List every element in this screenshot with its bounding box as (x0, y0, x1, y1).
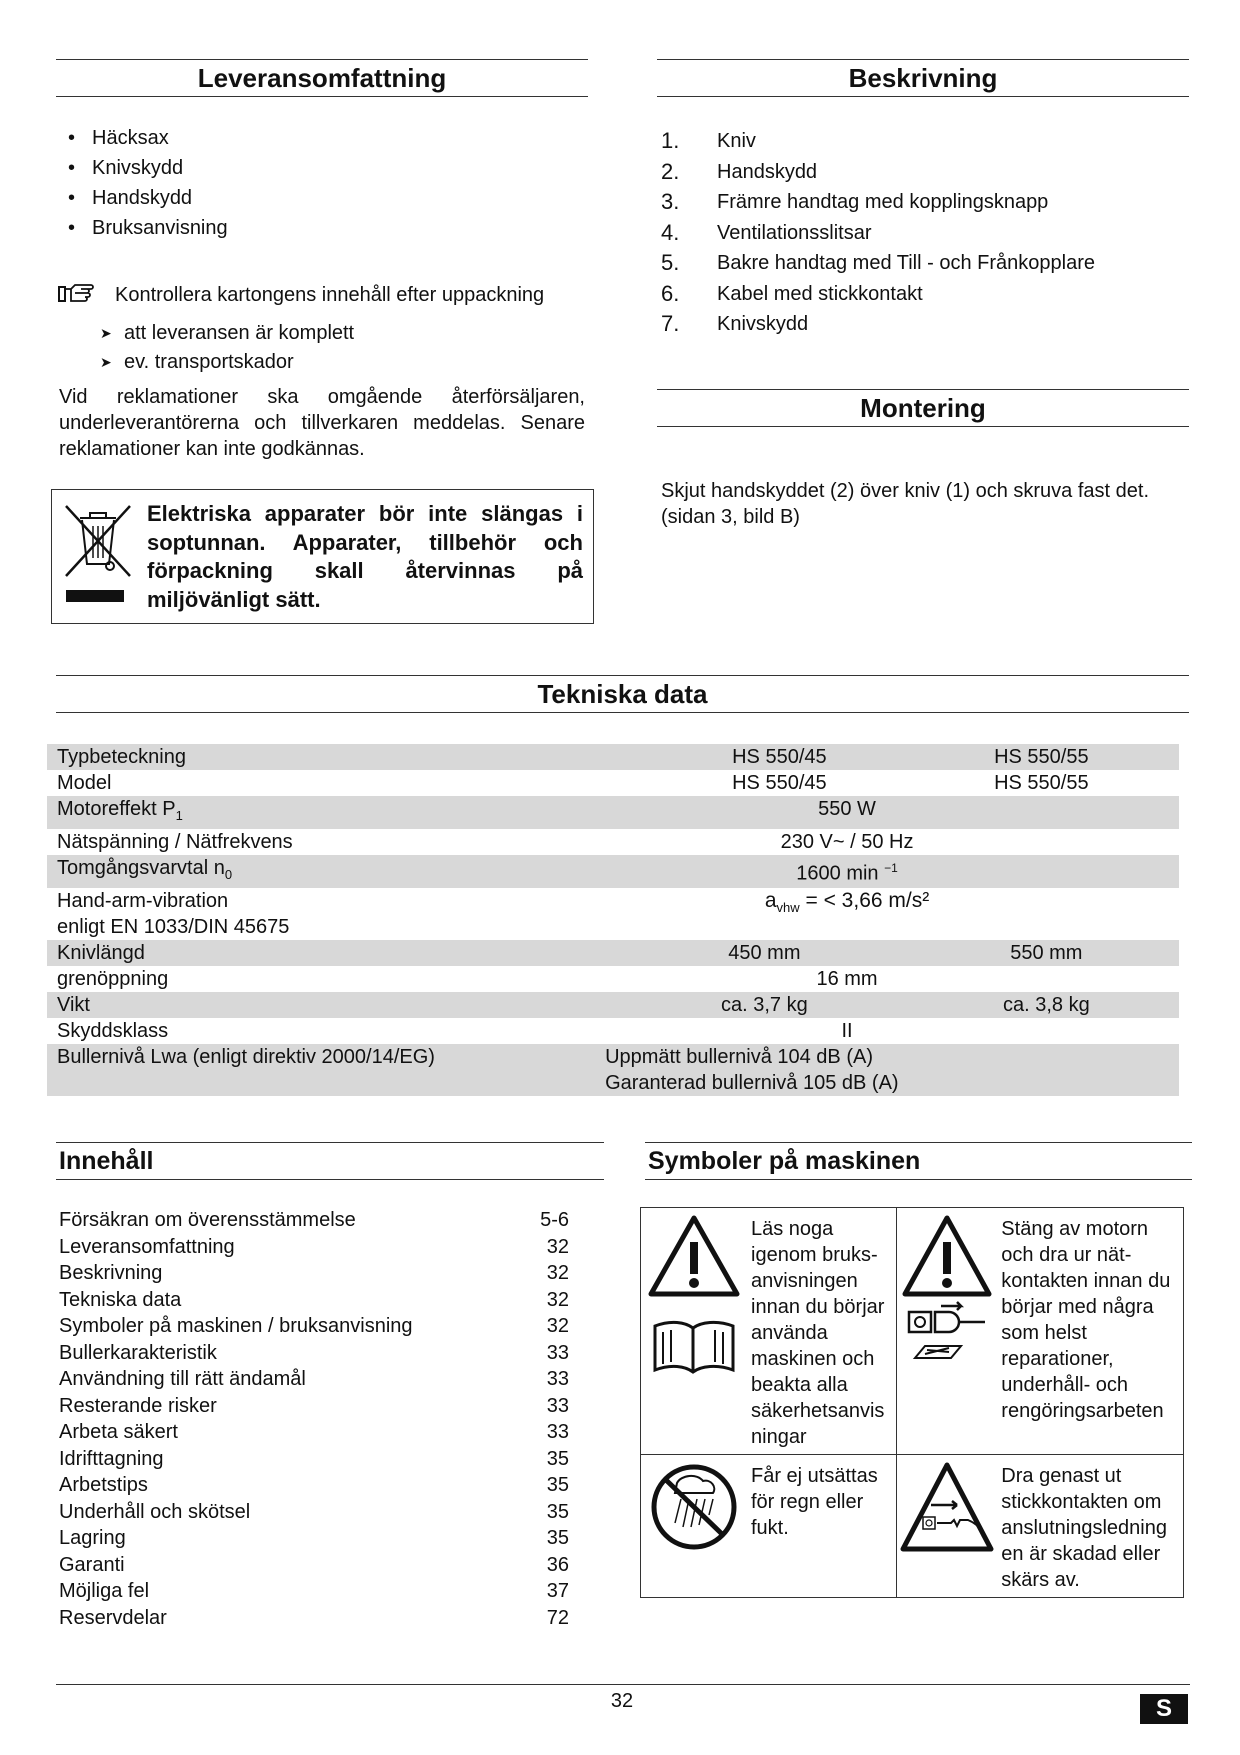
list-item: Leveransomfattning 32 (59, 1235, 569, 1258)
warning-triangle-icon (641, 1208, 747, 1408)
warning-book-symbol (641, 1208, 747, 1454)
table-row: Model HS 550/45 HS 550/55 (57, 772, 1089, 794)
toc-list (59, 1207, 569, 1631)
manual-book-icon (655, 1322, 733, 1372)
list-item: Försäkran om överensstämmelse 5-6 (59, 1209, 569, 1231)
list-item: 6. Kabel med stickkontakt (661, 280, 923, 306)
damaged-cable-symbol (897, 1455, 997, 1597)
list-item: Användning till rätt ändamål 33 (59, 1368, 569, 1390)
language-badge: S (1140, 1694, 1188, 1724)
pointing-hand-icon (58, 282, 98, 306)
no-rain-icon (641, 1455, 747, 1565)
table-row: Nätspänning / Nätfrekvens 230 V~ / 50 Hz (57, 831, 914, 853)
table-row: Typbeteckning HS 550/45 HS 550/55 (47, 744, 1179, 770)
table-row: Skyddsklass II (57, 1020, 853, 1042)
list-item: 3. Främre handtag med kopplingsknapp (661, 189, 1049, 214)
symbols-table (640, 1207, 1184, 1598)
table-row: Tomgångsvarvtal $n_0$ 1600 min $^{-1}$ (47, 855, 1179, 888)
list-item: 7. Knivskydd (661, 311, 809, 336)
list-item: • Knivskydd (60, 153, 228, 183)
check-list (60, 319, 354, 377)
list-item: Symboler på maskinen / bruksanvisning 32 (59, 1315, 569, 1337)
beskrivning-list (661, 126, 1095, 340)
no-rain-symbol (641, 1455, 747, 1570)
table-row: grenöppning 16 mm (57, 968, 878, 990)
symbol-text: Stäng av motorn och dra ur nät-kontakten innan du börjar med några som helst reparationer, underhåll- och rengöringsarbeten (1001, 1218, 1171, 1422)
list-item: Beskrivning 32 (59, 1262, 569, 1284)
page-number: 32 (610, 1690, 634, 1712)
tech-data-table (47, 744, 1179, 1096)
list-item: Bullerkarakteristik 33 (59, 1341, 569, 1364)
montering-title: Montering (657, 389, 1189, 427)
symboler-title: Symboler på maskinen (645, 1142, 1192, 1180)
beskrivning-title: Beskrivning (657, 59, 1189, 97)
weee-notice (51, 489, 594, 624)
list-item: • Bruksanvisning (60, 213, 228, 243)
leverans-title: Leveransomfattning (56, 59, 588, 97)
symbol-text: Får ej utsättas för regn eller fukt. (751, 1465, 878, 1539)
symbol-text: Dra genast ut stickkontakten om anslutningsledning en är skadad eller skärs av. (1001, 1465, 1167, 1591)
montering-text: Skjut handskyddet (2) över kniv (1) och skruva fast det. (sidan 3, bild B) (661, 480, 1149, 528)
list-item: Resterande risker 33 (59, 1394, 569, 1417)
crossed-bin-icon (60, 496, 136, 606)
list-item: 2. Handskydd (661, 158, 818, 184)
weee-text: Elektriska apparater bör inte slängas i soptunnan. Apparater, tillbehör och förpackning skall återvinnas på miljövänligt sätt. (147, 501, 583, 612)
list-item: Möjliga fel 37 (59, 1580, 569, 1602)
leverans-list (60, 123, 228, 243)
list-item: Garanti 36 (59, 1553, 569, 1576)
list-item: Idrifttagning 35 (59, 1447, 569, 1470)
damaged-cable-icon (897, 1455, 997, 1565)
list-item: ➤ ev. transportskador (60, 348, 354, 377)
innehall-title: Innehåll (56, 1142, 604, 1180)
list-item: 1. Kniv (661, 128, 756, 153)
list-item: 4. Ventilationsslitsar (661, 219, 872, 245)
table-row: Bullernivå Lwa (enligt direktiv 2000/14/EG) Uppmätt bullernivå 104 dB (A) Garanterad bullernivå 105 dB (A) (47, 1044, 1179, 1096)
list-item: • Häcksax (60, 123, 228, 153)
table-row: Hand-arm-vibration enligt EN 1033/DIN 45675 $a_{vhw}$ = < 3,66 m/s² (57, 889, 930, 938)
list-item: Reservdelar 72 (59, 1606, 569, 1629)
footer-rule (56, 1684, 1190, 1685)
list-item: 5. Bakre handtag med Till - och Frånkopplare (661, 250, 1095, 275)
list-item: • Handskydd (60, 183, 228, 213)
unplug-symbol (897, 1208, 997, 1428)
table-row: Motoreffekt $P_1$ 550 W (47, 796, 1179, 829)
tekniska-title: Tekniska data (56, 675, 1189, 713)
list-item: Arbetstips 35 (59, 1474, 569, 1496)
list-item: Lagring 35 (59, 1527, 569, 1549)
list-item: Underhåll och skötsel 35 (59, 1500, 569, 1523)
list-item: Arbeta säkert 33 (59, 1421, 569, 1443)
reklamation-text: Vid reklamationer ska omgående återförsäljaren, underleverantörerna och tillverkaren meddelas. Senare reklamationer kan inte godkännas. (59, 386, 585, 460)
table-row: Vikt ca. 3,7 kg ca. 3,8 kg (47, 992, 1179, 1018)
unplug-icon (897, 1208, 997, 1378)
symbol-text: Läs noga igenom bruks-anvisningen innan du börjar använda maskinen och beakta alla säkerhetsanvis ningar (751, 1218, 885, 1448)
table-row: Knivlängd 450 mm 550 mm (47, 940, 1179, 966)
list-item: Tekniska data 32 (59, 1288, 569, 1311)
check-text: Kontrollera kartongens innehåll efter uppackning (115, 284, 545, 306)
list-item: ➤ att leveransen är komplett (60, 319, 354, 348)
